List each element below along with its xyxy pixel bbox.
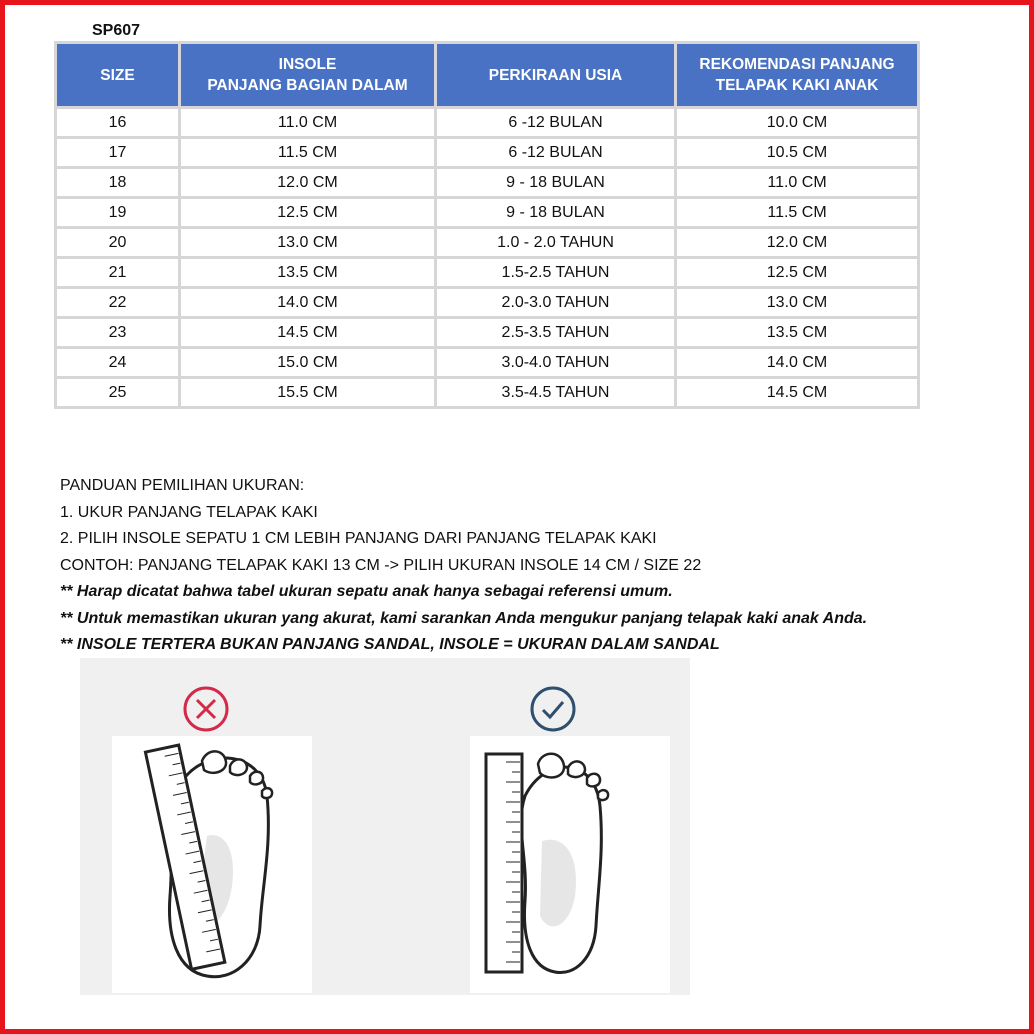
cell-insole: 13.5 CM bbox=[180, 258, 436, 288]
table-row bbox=[56, 348, 919, 378]
cell-age: 6 -12 BULAN bbox=[436, 138, 676, 168]
table-row bbox=[56, 378, 919, 408]
header-age: PERKIRAAN USIA bbox=[436, 43, 676, 108]
cell-insole: 14.0 CM bbox=[180, 288, 436, 318]
cell-age: 2.0-3.0 TAHUN bbox=[436, 288, 676, 318]
cell-age: 9 - 18 BULAN bbox=[436, 168, 676, 198]
wrong-measure-foot-icon bbox=[112, 736, 312, 993]
cell-insole: 11.0 CM bbox=[180, 108, 436, 138]
cell-size: 25 bbox=[56, 378, 180, 408]
cell-recommendation: 12.0 CM bbox=[676, 228, 919, 258]
table-row bbox=[56, 228, 919, 258]
cell-age: 1.5-2.5 TAHUN bbox=[436, 258, 676, 288]
cell-size: 24 bbox=[56, 348, 180, 378]
guide-note-2: ** Untuk memastikan ukuran yang akurat, kami sarankan Anda mengukur panjang telapak kaki anak Anda. bbox=[60, 609, 868, 627]
cell-insole: 15.5 CM bbox=[180, 378, 436, 408]
table-row bbox=[56, 108, 919, 138]
table-row bbox=[56, 138, 919, 168]
header-recommendation: REKOMENDASI PANJANG TELAPAK KAKI ANAK bbox=[676, 43, 919, 108]
table-header-row bbox=[56, 43, 919, 108]
cross-circle-icon bbox=[182, 685, 230, 733]
table-row bbox=[56, 288, 919, 318]
cell-insole: 14.5 CM bbox=[180, 318, 436, 348]
cell-size: 18 bbox=[56, 168, 180, 198]
cell-recommendation: 14.5 CM bbox=[676, 378, 919, 408]
table-row bbox=[56, 318, 919, 348]
guide-example: CONTOH: PANJANG TELAPAK KAKI 13 CM -> PILIH UKURAN INSOLE 14 CM / SIZE 22 bbox=[60, 556, 702, 574]
wrong-measure-card bbox=[112, 736, 312, 993]
cell-age: 2.5-3.5 TAHUN bbox=[436, 318, 676, 348]
size-guide bbox=[60, 473, 867, 659]
cell-recommendation: 10.0 CM bbox=[676, 108, 919, 138]
cell-size: 17 bbox=[56, 138, 180, 168]
check-circle-icon bbox=[529, 685, 577, 733]
cell-insole: 13.0 CM bbox=[180, 228, 436, 258]
right-measure-foot-icon bbox=[470, 736, 670, 993]
product-code: SP607 bbox=[92, 22, 141, 39]
measurement-illustration bbox=[80, 658, 690, 995]
cell-size: 21 bbox=[56, 258, 180, 288]
cell-recommendation: 11.5 CM bbox=[676, 198, 919, 228]
cell-age: 3.0-4.0 TAHUN bbox=[436, 348, 676, 378]
cell-recommendation: 13.0 CM bbox=[676, 288, 919, 318]
cell-age: 3.5-4.5 TAHUN bbox=[436, 378, 676, 408]
guide-title: PANDUAN PEMILIHAN UKURAN: bbox=[60, 477, 305, 494]
cell-insole: 15.0 CM bbox=[180, 348, 436, 378]
cell-insole: 11.5 CM bbox=[180, 138, 436, 168]
cell-size: 22 bbox=[56, 288, 180, 318]
cell-size: 20 bbox=[56, 228, 180, 258]
guide-note-1: ** Harap dicatat bahwa tabel ukuran sepatu anak hanya sebagai referensi umum. bbox=[60, 583, 673, 600]
cell-size: 16 bbox=[56, 108, 180, 138]
cell-size: 23 bbox=[56, 318, 180, 348]
cell-recommendation: 10.5 CM bbox=[676, 138, 919, 168]
guide-note-3: ** INSOLE TERTERA BUKAN PANJANG SANDAL, INSOLE = UKURAN DALAM SANDAL bbox=[60, 636, 720, 653]
cell-size: 19 bbox=[56, 198, 180, 228]
cell-age: 9 - 18 BULAN bbox=[436, 198, 676, 228]
guide-step-1: 1. UKUR PANJANG TELAPAK KAKI bbox=[60, 503, 318, 521]
cell-age: 6 -12 BULAN bbox=[436, 108, 676, 138]
cell-age: 1.0 - 2.0 TAHUN bbox=[436, 228, 676, 258]
cell-recommendation: 11.0 CM bbox=[676, 168, 919, 198]
cell-recommendation: 14.0 CM bbox=[676, 348, 919, 378]
table-row bbox=[56, 198, 919, 228]
size-chart-table bbox=[54, 41, 920, 409]
table-row bbox=[56, 258, 919, 288]
cell-insole: 12.5 CM bbox=[180, 198, 436, 228]
cell-insole: 12.0 CM bbox=[180, 168, 436, 198]
cell-recommendation: 13.5 CM bbox=[676, 318, 919, 348]
table-row bbox=[56, 168, 919, 198]
guide-step-2: 2. PILIH INSOLE SEPATU 1 CM LEBIH PANJANG DARI PANJANG TELAPAK KAKI bbox=[60, 530, 657, 547]
header-size: SIZE bbox=[56, 43, 180, 108]
right-measure-card bbox=[470, 736, 670, 993]
cell-recommendation: 12.5 CM bbox=[676, 258, 919, 288]
header-insole: INSOLE PANJANG BAGIAN DALAM bbox=[180, 43, 436, 108]
